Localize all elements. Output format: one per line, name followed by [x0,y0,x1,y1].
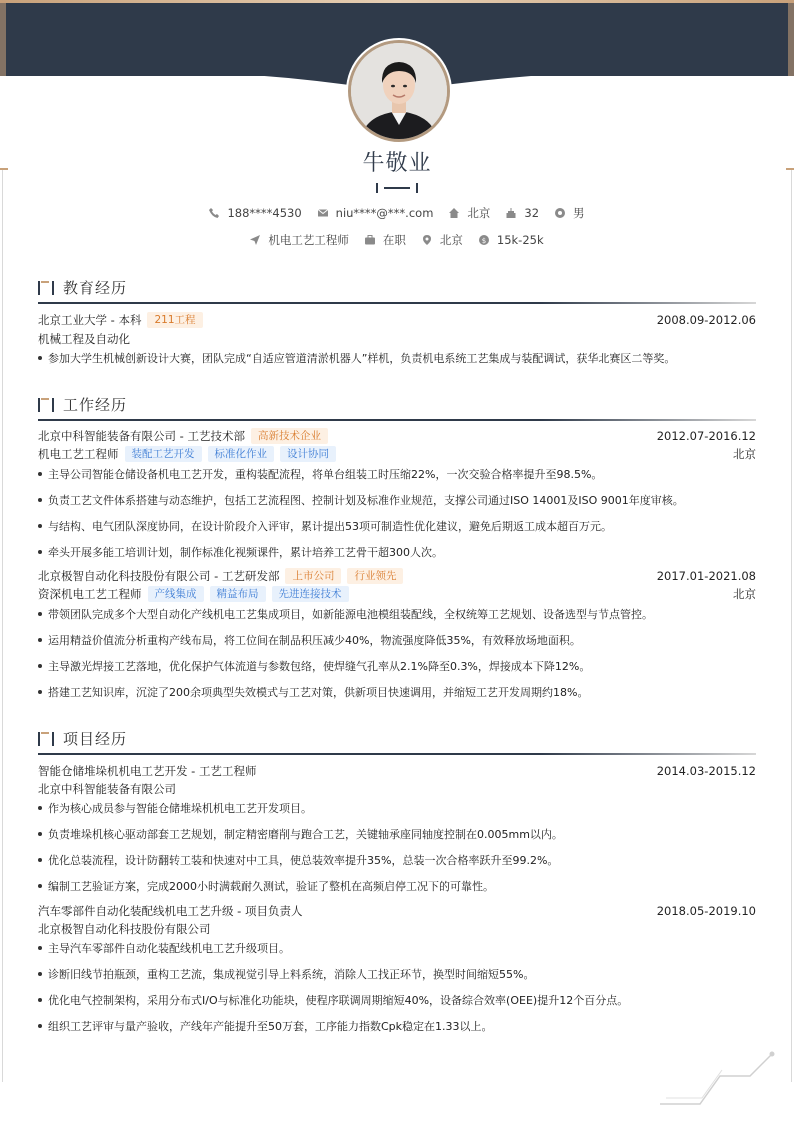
list-item [38,685,756,700]
bullet-text: 负责工艺文件体系搭建与动态维护，包括工艺流程图、控制计划及标准作业规范，支撑公司通过ISO 14001及ISO 9001年度审核。 [48,494,684,507]
bullet-dot [38,638,42,642]
section-work [38,386,756,422]
list-item [38,519,756,534]
bullet-dot [38,498,42,502]
list-item [38,801,756,816]
company-tag: 行业领先 [347,568,403,584]
section-mark-icon [38,281,54,295]
location-text: 北京 [467,206,491,220]
list-item [38,967,756,982]
work-header [38,428,756,444]
list-item [38,467,756,482]
list-item [38,993,756,1008]
work-title-row [38,586,756,602]
bullet-dot [38,612,42,616]
project-company: 北京中科智能装备有限公司 [38,782,176,796]
education-major: 机械工程及自动化 [38,332,130,346]
school-degree: 北京工业大学 - 本科 [38,313,142,327]
education-header [38,312,756,328]
list-item [38,879,756,894]
mail-icon [318,208,328,218]
avatar [348,40,450,142]
work-period: 2012.07-2016.12 [656,429,756,443]
gender-text: 男 [573,206,585,220]
svg-text:$: $ [481,236,487,245]
position-text: 机电工艺工程师 [268,233,349,247]
city-item [422,232,463,248]
cake-icon [506,208,516,218]
bullet-text: 诊断旧线节拍瓶颈，重构工艺流，集成视觉引导上料系统，消除人工找正环节，换型时间缩短55%。 [48,968,535,981]
bullet-dot [38,690,42,694]
list-item [38,941,756,956]
list-item [38,827,756,842]
phone-text: 188****4530 [227,206,302,220]
bullet-text: 优化总装流程，设计防翻转工装和快速对中工具，使总装效率提升35%，总装一次合格率跃升至99.2%。 [48,854,559,867]
salary-item [479,233,544,247]
salary-text: 15k-25k [496,233,544,247]
company-tag: 高新技术企业 [251,428,328,444]
frame-right [791,170,792,1082]
job-title: 机电工艺工程师 [38,447,119,461]
bullet-dot [38,524,42,528]
bullet-text: 参加大学生机械创新设计大赛，团队完成“自适应管道清淤机器人”样机，负责机电系统工艺集成与装配调试，获华北赛区二等奖。 [48,352,676,365]
bullet-text: 作为核心成员参与智能仓储堆垛机机电工艺开发项目。 [48,802,312,815]
bullet-text: 带领团队完成多个大型自动化产线机电工艺集成项目，如新能源电池模组装配线，全权统筹工艺规划、设备选型与节点管控。 [48,608,653,621]
bullet-dot [38,356,42,360]
home-icon [449,208,459,218]
bullet-dot [38,858,42,862]
gender-icon [555,208,565,218]
list-item [38,853,756,868]
section-title: 工作经历 [63,396,128,414]
list-item [38,545,756,560]
location-icon [422,235,432,245]
company-tag: 上市公司 [285,568,341,584]
work-title-row [38,446,756,462]
email-item [318,206,434,220]
skill-tag: 装配工艺开发 [125,446,202,462]
project-company-row [38,921,756,937]
project-header [38,763,756,779]
bullet-text: 优化电气控制架构，采用分布式I/O与标准化功能块，使程序联调周期缩短40%，设备综合效率(OEE)提升12个百分点。 [48,994,629,1007]
location-item [449,205,490,221]
city-text: 北京 [439,233,463,247]
project-period: 2014.03-2015.12 [656,764,756,778]
name-divider [376,183,418,193]
bullet-dot [38,550,42,554]
bullet-text: 编制工艺验证方案，完成2000小时满载耐久测试，验证了整机在高频启停工况下的可靠性。 [48,880,494,893]
school-tag: 211工程 [147,312,202,328]
bullet-dot [38,1024,42,1028]
gender-item [555,205,585,221]
age-text: 32 [524,206,540,220]
project-name-role: 汽车零部件自动化装配线机电工艺升级 - 项目负责人 [38,904,303,918]
work-header [38,568,756,584]
section-rule [38,419,756,421]
position-item [250,232,349,248]
briefcase-icon [365,235,375,245]
phone-item [209,206,301,220]
bullet-text: 搭建工艺知识库，沉淀了200余项典型失效模式与工艺对策，供新项目快速调用，并缩短工艺开发周期约18%。 [48,686,589,699]
bullet-dot [38,472,42,476]
contact-row [0,205,794,221]
section-title: 项目经历 [63,730,128,748]
section-mark-icon [38,398,54,412]
job-intent-row [0,232,794,248]
project-company: 北京极智自动化科技股份有限公司 [38,922,211,936]
portrait-photo [351,43,447,139]
bullet-text: 主导公司智能仓储设备机电工艺开发，重构装配流程，将单台组装工时压缩22%，一次交验合格率提升至98.5%。 [48,468,603,481]
skill-tag: 先进连接技术 [272,586,349,602]
list-item [38,633,756,648]
bullet-dot [38,806,42,810]
corner-decoration [660,1048,780,1108]
section-rule [38,753,756,755]
section-mark-icon [38,732,54,746]
list-item [38,1019,756,1034]
bullet-text: 与结构、电气团队深度协同，在设计阶段介入评审，累计提出53项可制造性优化建议，避免后期返工成本超百万元。 [48,520,612,533]
project-name-role: 智能仓储堆垛机机电工艺开发 - 工艺工程师 [38,764,257,778]
skill-tag: 设计协同 [280,446,336,462]
skill-tag: 标准化作业 [208,446,275,462]
money-icon [479,235,489,245]
bullet-dot [38,832,42,836]
bullet-text: 主导激光焊接工艺落地，优化保护气体流道与参数包络，使焊缝气孔率从2.1%降至0.3%，焊接成本下降12%。 [48,660,591,673]
age-item [506,206,539,220]
list-item [38,493,756,508]
section-education [38,269,756,305]
list-item [38,351,756,366]
job-title: 资深机电工艺工程师 [38,587,142,601]
bullet-dot [38,998,42,1002]
list-item [38,659,756,674]
list-item [38,607,756,622]
bullet-text: 运用精益价值流分析重构产线布局，将工位间在制品积压减少40%，物流强度降低35%，有效释放场地面积。 [48,634,581,647]
skill-tag: 精益布局 [210,586,266,602]
project-period: 2018.05-2019.10 [656,904,756,918]
send-icon [250,235,260,245]
section-projects [38,720,756,756]
project-company-row [38,781,756,797]
email-text: niu****@***.com [335,206,434,220]
work-period: 2017.01-2021.08 [656,569,756,583]
status-text: 在职 [382,233,406,247]
section-title: 教育经历 [63,279,128,297]
education-major-row [38,331,756,347]
bullet-dot [38,664,42,668]
project-header [38,903,756,919]
work-city: 北京 [733,587,756,601]
status-item [365,232,406,248]
bullet-dot [38,972,42,976]
company-dept: 北京极智自动化科技股份有限公司 - 工艺研发部 [38,569,280,583]
bullet-text: 组织工艺评审与量产验收，产线年产能提升至50万套，工序能力指数Cpk稳定在1.33以上。 [48,1020,493,1033]
candidate-name: 牛敬业 [362,151,432,176]
section-rule [38,302,756,304]
company-dept: 北京中科智能装备有限公司 - 工艺技术部 [38,429,245,443]
education-period: 2008.09-2012.06 [656,313,756,327]
bullet-text: 主导汽车零部件自动化装配线机电工艺升级项目。 [48,942,290,955]
work-city: 北京 [733,447,756,461]
phone-icon [209,208,219,218]
bullet-dot [38,946,42,950]
bullet-dot [38,884,42,888]
frame-left [2,170,3,1082]
bullet-text: 负责堆垛机核心驱动部套工艺规划，制定精密磨削与跑合工艺，关键轴承座同轴度控制在0.005mm以内。 [48,828,563,841]
bullet-text: 牵头开展多能工培训计划，制作标准化视频课件，累计培养工艺骨干超300人次。 [48,546,443,559]
skill-tag: 产线集成 [148,586,204,602]
